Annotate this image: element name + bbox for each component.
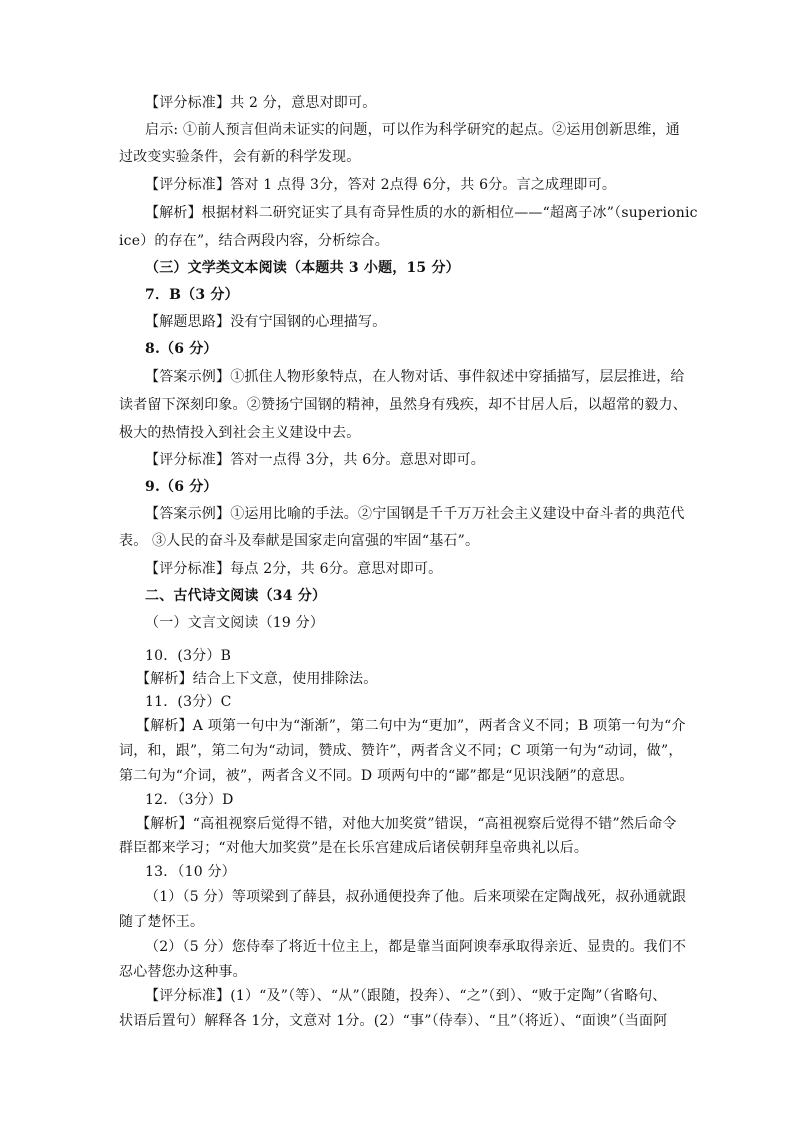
section-heading: 二、古代诗文阅读（34 分） (145, 588, 327, 604)
text-line: 随了楚怀王。 (119, 914, 205, 930)
question-number: 8.（6 分） (145, 341, 218, 357)
text-line: 【评分标准】答对一点得 3分，共 6分。意思对即可。 (145, 452, 485, 468)
text-line: 【评分标准】(1）“及”（等）、“从”（跟随，投奔）、“之”（到）、“败于定陶”（省略句、 (145, 988, 667, 1004)
text-line: （2）（5 分）您侍奉了将近十位主上，都是靠当面阿谀奉承取得亲近、显贵的。我们不 (145, 939, 687, 955)
question-number: 7．B（3 分） (145, 287, 239, 303)
text-line: 【解题思路】没有宁国钢的心理描写。 (145, 314, 387, 330)
section-heading: （三）文学类文本阅读（本题共 3 小题，15 分） (145, 260, 460, 276)
text-line: 【评分标准】答对 1 点得 3分，答对 2点得 6分，共 6分。言之成理即可。 (145, 177, 617, 193)
text-line: 【解析】A 项第一句中为“渐渐”，第二句中为“更加”，两者含义不同；B 项第一句为“介 (136, 718, 686, 734)
text-line: 【解析】“高祖视察后觉得不错，对他大加奖赏”错误，“高祖视察后觉得不错”然后命令 (136, 816, 677, 832)
text-line: 群臣都来学习；“对他大加奖赏”是在长乐宫建成后诸侯朝拜皇帝典礼以后。 (119, 840, 589, 856)
text-line: 表。 ③人民的奋斗及奉献是国家走向富强的牢固“基石”。 (119, 533, 480, 549)
question-number: 13．（10 分） (145, 864, 236, 880)
text-line: 词，和，跟”，第二句为“动词，赞成、赞许”，两者含义不同；C 项第一句为“动词，做”， (119, 743, 683, 759)
text-line: 读者留下深刻印象。②赞扬宁国钢的精神，虽然身有残疾，却不甘居人后，以超常的毅力、 (119, 397, 687, 413)
text-line: 过改变实验条件，会有新的科学发现。 (119, 149, 361, 165)
subsection-heading: （一）文言文阅读（19 分） (145, 615, 325, 631)
text-line: 状语后置句）解释各 1分，文意对 1分。(2）“事”（侍奉）、“且”（将近）、“面谀”（当面阿 (119, 1013, 668, 1029)
question-number: 9.（6 分） (145, 479, 218, 495)
text-line: 【评分标准】共 2 分，意思对即可。 (145, 95, 377, 111)
text-line: （1）（5 分）等项梁到了薛县，叔孙通便投奔了他。后来项梁在定陶战死，叔孙通就跟 (145, 889, 687, 905)
text-line: 第二句为“介词，被”，两者含义不同。D 项两句中的“鄙”都是“见识浅陋”的意思。 (119, 768, 634, 784)
text-line: 【答案示例】①抓住人物形象特点，在人物对话、事件叙述中穿插描写，层层推进，给 (145, 369, 685, 385)
question-number: 10．(3分）B (145, 648, 232, 664)
text-line: 【评分标准】每点 2分，共 6分。意思对即可。 (145, 561, 443, 577)
text-line: 极大的热情投入到社会主义建设中去。 (119, 425, 361, 441)
text-line: 【解析】结合上下文意，使用排除法。 (136, 671, 378, 687)
question-number: 11．(3分）C (145, 694, 232, 710)
question-number: 12．（3分）D (145, 792, 234, 808)
text-line: 启示: ①前人预言但尚未证实的问题，可以作为科学研究的起点。②运用创新思维，通 (145, 122, 680, 138)
text-line: 【解析】根据材料二研究证实了具有奇异性质的水的新相位——“超离子冰”（superionic (145, 205, 698, 221)
text-line: 忍心替您办这种事。 (119, 964, 247, 980)
text-line: 【答案示例】①运用比喻的手法。②宁国钢是千千万万社会主义建设中奋斗者的典范代 (145, 506, 685, 522)
text-line: ice）的存在”，结合两段内容，分析综合。 (119, 233, 389, 249)
